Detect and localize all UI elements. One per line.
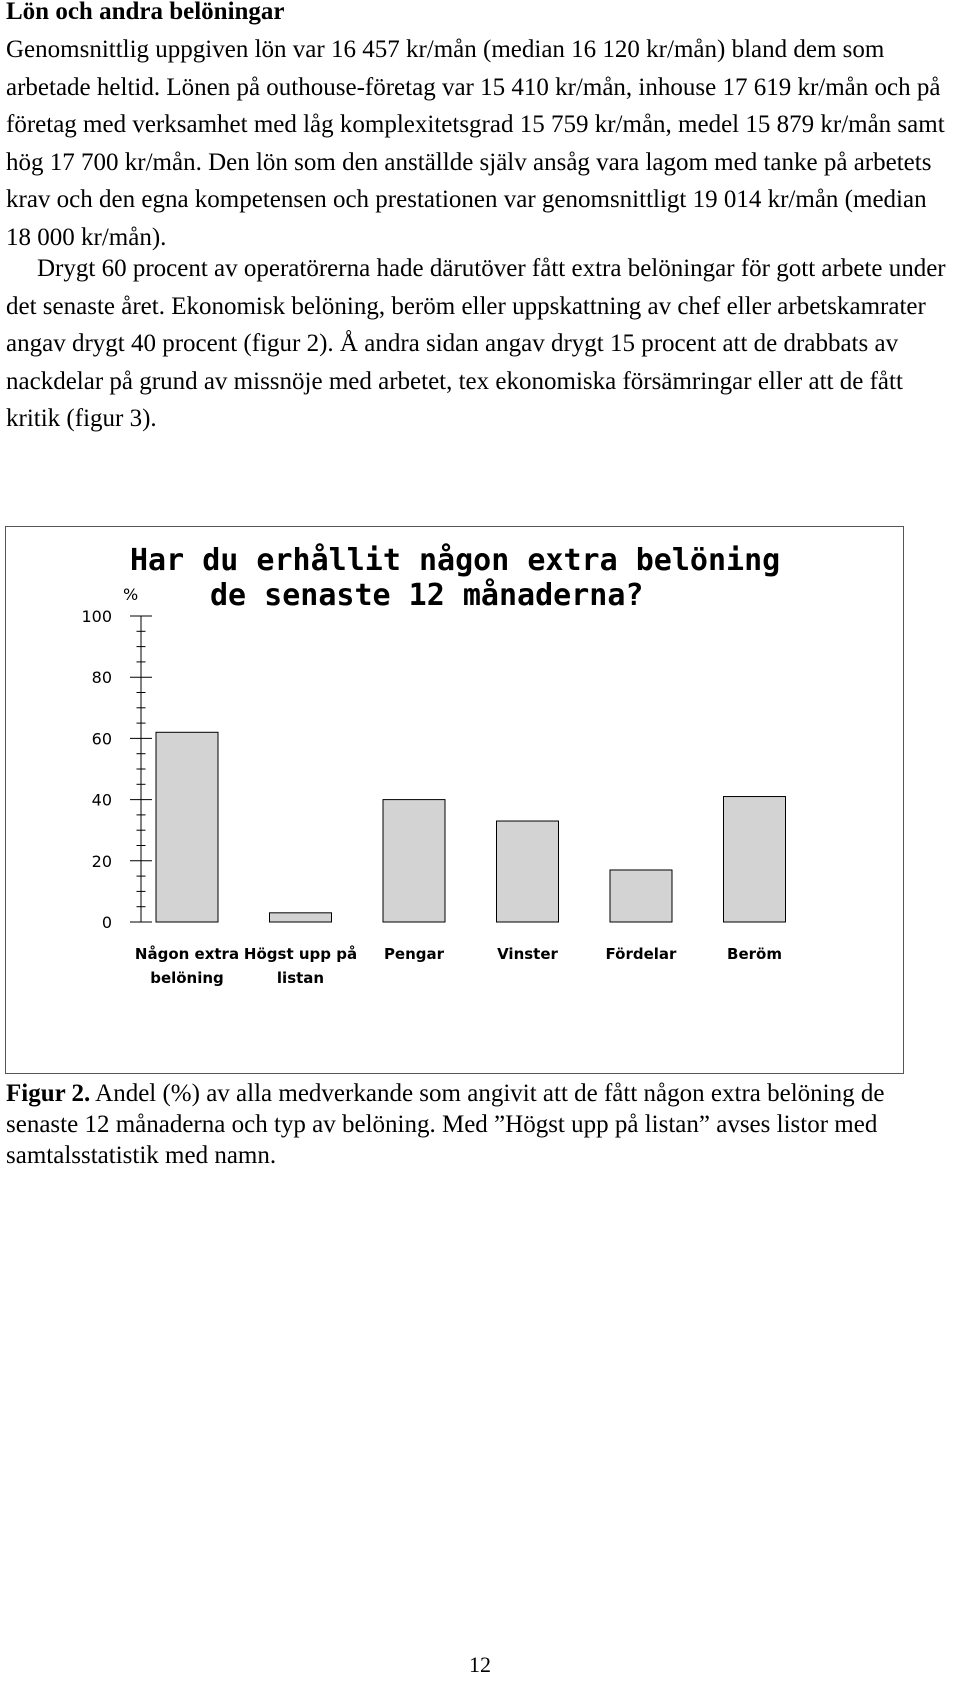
y-tick-label: 100 [81, 607, 112, 626]
y-tick-label: 40 [91, 790, 112, 810]
category-label: Fördelar [605, 945, 677, 963]
bar-1 [156, 732, 218, 922]
y-tick-label: 80 [91, 668, 112, 688]
paragraph-salary: Genomsnittlig uppgiven lön var 16 457 kr/mån (median 16 120 kr/mån) bland dem som arbetade heltid. Lönen på outhouse-företag var 15 410 kr/mån, inhouse 17 619 kr/mån och på företag med verksamhet med låg komplexitetsgrad 15 759 kr/mån, medel 15 879 kr/mån samt hög 17 700 kr/mån. Den lön som den anställde själv ansåg vara lagom med tanke på arbetets krav och den egna kompetensen och prestationen var genomsnittligt 19 014 kr/mån (median 18 000 kr/mån). [6, 36, 945, 251]
figure-2-chart [5, 526, 904, 1074]
chart-title-line-1: Har du erhållit någon extra belöning [130, 543, 781, 578]
category-label: Högst upp på [243, 945, 358, 963]
bar-2 [270, 913, 332, 922]
category-label: Vinster [497, 945, 558, 963]
category-label: Beröm [727, 945, 782, 963]
category-label: Pengar [383, 945, 445, 963]
caption-label: Figur 2. [6, 1080, 91, 1107]
category-label: Någon extra [134, 945, 240, 963]
paragraph-rewards: Drygt 60 procent av operatörerna hade därutöver fått extra belöningar för gott arbete under det senaste året. Ekonomisk belöning, beröm eller uppskattning av chef eller arbetskamrater angav drygt 40 procent (figur 2). Å andra sidan angav drygt 15 procent att de drabbats av nackdelar på grund av missnöje med arbetet, tex ekonomiska försämringar eller att de fått kritik (figur 3). [6, 255, 946, 432]
y-tick-label: 20 [91, 851, 112, 871]
y-unit-label: % [123, 585, 139, 604]
page-number: 12 [469, 1652, 491, 1677]
figure-caption [6, 1078, 956, 1171]
category-label: listan [276, 969, 325, 987]
bar-5 [610, 870, 672, 922]
section-heading: Lön och andra belöningar [6, 0, 285, 25]
chart-title-line-2: de senaste 12 månaderna? [210, 578, 644, 613]
bar-4 [497, 821, 559, 922]
bar-3 [383, 800, 445, 922]
y-tick-label: 0 [101, 913, 112, 932]
category-label: belöning [150, 969, 224, 987]
y-tick-label: 60 [91, 729, 112, 749]
bar-6 [724, 797, 786, 922]
bar-chart-svg [6, 527, 905, 1075]
caption-text: Andel (%) av alla medverkande som angivit att de fått någon extra belöning de senaste 12 månaderna och typ av belöning. Med ”Högst upp på listan” avses listor med samtalsstatistik med namn. [6, 1080, 885, 1169]
